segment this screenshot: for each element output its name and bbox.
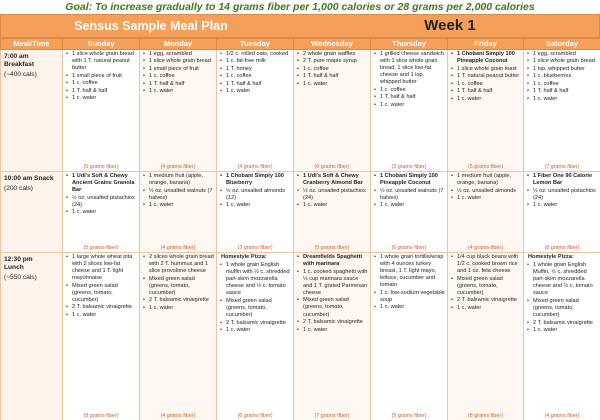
food-list xyxy=(65,254,137,319)
food-item: • 2 T. balsamic vinaigrette xyxy=(296,319,368,326)
food-list xyxy=(142,51,214,96)
food-list xyxy=(219,262,291,334)
food-item: • 1 c. coffee xyxy=(526,81,598,88)
fiber-amount: (4 grams fiber) xyxy=(237,164,273,170)
food-item: • 1 c. water xyxy=(296,327,368,334)
food-item: • ½ oz. unsalted walnuts (7 halves) xyxy=(373,188,445,202)
food-item: • 1 c. water xyxy=(219,202,291,209)
food-item: • 1 T. half & half xyxy=(65,88,137,95)
food-list xyxy=(296,254,368,334)
meal-cell-friday xyxy=(448,172,524,253)
header-thursday: Thursday xyxy=(371,39,448,50)
food-item: • ½ oz. unsalted almonds (12) xyxy=(219,188,291,202)
food-list xyxy=(450,254,521,312)
food-item: • 1 grilled cheese sandwich with 1 slice whole grain bread, 1 slice low-fat cheese and 1 tsp. whipped butter xyxy=(373,51,445,86)
fiber-amount: (5 grams fiber) xyxy=(314,245,350,251)
meal-cell-thursday xyxy=(371,172,448,253)
food-list xyxy=(142,173,214,209)
meal-time: 7:00 am xyxy=(4,53,29,60)
meal-cell-tuesday xyxy=(217,253,294,420)
food-item: • 1 T. half & half xyxy=(526,88,598,95)
food-item: • Mixed green salad (greens, tomato, cucumber) xyxy=(296,297,368,318)
food-item: • 1 c. water xyxy=(65,95,137,102)
food-item: • ½ oz. unsalted almonds xyxy=(450,188,521,195)
meal-cell-wednesday xyxy=(294,253,371,420)
food-item: • 2 T. pure maple syrup xyxy=(296,58,368,65)
food-item: • 2 T. balsamic vinaigrette xyxy=(142,297,214,304)
food-item: • 1 slice whole grain toast xyxy=(450,66,521,73)
meal-label-cell xyxy=(1,253,63,420)
food-item: • 1 T. natural peanut butter xyxy=(450,73,521,80)
header-row xyxy=(1,39,600,50)
food-item: • 2 T. balsamic vinaigrette xyxy=(219,320,291,327)
food-item: • 1 Fiber One 90 Calorie Lemon Bar xyxy=(526,173,598,187)
meal-cell-wednesday xyxy=(294,50,371,172)
fiber-amount: (4 grams fiber) xyxy=(544,413,580,419)
fiber-amount: (4 grams fiber) xyxy=(160,413,196,419)
food-item: • 1 T. honey xyxy=(219,66,291,73)
fiber-amount: (4 grams fiber) xyxy=(467,245,504,251)
food-item: • 1 c. coffee xyxy=(450,81,521,88)
food-item: • ½ oz. unsalted pistachios (24) xyxy=(526,188,598,202)
food-list xyxy=(142,254,214,312)
fiber-amount: (5 grams fiber) xyxy=(83,164,119,170)
food-list xyxy=(526,173,598,209)
food-list xyxy=(65,51,137,102)
food-item: • 1 small piece of fruit xyxy=(142,66,214,73)
food-item: • 1 c. water xyxy=(142,305,214,312)
meal-label-cell xyxy=(1,172,63,253)
food-list xyxy=(450,173,521,202)
week-title: Week 1 xyxy=(424,17,476,34)
meal-plan-table xyxy=(0,38,600,420)
meal-cell-sunday xyxy=(63,172,140,253)
fiber-amount: (7 grams fiber) xyxy=(544,164,580,170)
food-item: • 1 c. water xyxy=(142,88,214,95)
food-item: • 1 c. cooked spaghetti with ½ cup marinara sauce and 1 T. grated Parmesan cheese xyxy=(296,269,368,297)
meal-cell-tuesday xyxy=(217,50,294,172)
cell-title: Homestyle Pizza: xyxy=(221,254,267,260)
food-item: • 1 c. fat-free milk xyxy=(219,58,291,65)
food-list xyxy=(373,173,445,209)
food-item: • 1 c. coffee xyxy=(142,73,214,80)
meal-cell-thursday xyxy=(371,50,448,172)
meal-row xyxy=(1,50,600,172)
food-item: • 1 c. water xyxy=(373,304,445,311)
header-saturday: Saturday xyxy=(524,39,600,50)
meal-cell-saturday xyxy=(524,253,600,420)
meal-cell-thursday xyxy=(371,253,448,420)
meal-row xyxy=(1,172,600,253)
food-item: • 1 Udi's Soft & Chewy Cranberry Almond Bar xyxy=(296,173,368,187)
food-item: • 1 medium fruit (apple, orange, banana) xyxy=(142,173,214,187)
food-list xyxy=(526,262,598,334)
food-item: • 1 Chobani Simply 100 Blueberry xyxy=(219,173,291,187)
meal-cell-sunday xyxy=(63,253,140,420)
food-item: • 1 whole grain English Muffin, ½ c. shredded part-skim mozzarella cheese and ½ c. tomato sauce xyxy=(526,262,598,297)
food-item: • 1 T. half & half xyxy=(219,81,291,88)
meal-cell-saturday xyxy=(524,50,600,172)
food-item: • 1/4 cup black beans with 1/2 c. cooked brown rice and 1 oz. feta cheese xyxy=(450,254,521,275)
food-item: • 1 small piece of fruit xyxy=(65,73,137,80)
food-list xyxy=(373,254,445,312)
food-item: • Dreamfields Spaghetti with marinara xyxy=(296,254,368,268)
meal-name: Lunch xyxy=(4,264,24,271)
food-item: • 1 c. water xyxy=(219,327,291,334)
fiber-amount: (8 grams fiber) xyxy=(83,413,119,419)
food-item: • ½ oz. unsalted pistachios (24) xyxy=(296,188,368,202)
meal-cell-sunday xyxy=(63,50,140,172)
food-item: • 1 whole grain tortilla/wrap with 4 ounces turkey breast, 1 T. light mayo, lettuce, cucumber and tomato xyxy=(373,254,445,289)
food-item: • ½ oz. unsalted walnuts (7 halves) xyxy=(142,188,214,202)
meal-calories: (~400 cals) xyxy=(4,71,37,78)
plan-title: Sensus Sample Meal Plan xyxy=(74,19,228,33)
meal-cell-tuesday xyxy=(217,172,294,253)
food-item: • 1 c. coffee xyxy=(296,66,368,73)
food-item: • 1 Chobani Simply 100 Pineapple Coconut xyxy=(450,51,521,65)
food-item: • 1 slice whole grain bread xyxy=(526,58,598,65)
fiber-amount: (4 grams fiber) xyxy=(160,245,196,251)
food-item: • Mixed green salad (greens, tomato, cucumber) xyxy=(219,298,291,319)
food-item: • 1 T. half & half xyxy=(142,81,214,88)
food-item: • 2 slices whole grain bread with 2 T. hummus and 1 slice provolone cheese xyxy=(142,254,214,275)
food-item: • 1 medium fruit (apple, orange, banana) xyxy=(450,173,521,187)
fiber-amount: (8 grams fiber) xyxy=(544,245,580,251)
fiber-amount: (3 grams fiber) xyxy=(391,164,427,170)
food-item: • 1 Udi's Soft & Chewy Ancient Grains Granola Bar xyxy=(65,173,137,194)
food-list xyxy=(373,51,445,109)
food-list xyxy=(65,173,137,216)
food-item: • 1 c. water xyxy=(65,209,137,216)
food-item: • 1 slice whole grain bread with 1 T. natural peanut butter xyxy=(65,51,137,72)
header-monday: Monday xyxy=(140,39,217,50)
food-item: • Mixed green salad (greens, tomato, cucumber) xyxy=(526,298,598,319)
food-item: • 1 egg, scrambled xyxy=(142,51,214,58)
meal-cell-friday xyxy=(448,253,524,420)
food-item: • 1 T. half & half xyxy=(296,73,368,80)
food-item: • 1 T. half & half xyxy=(373,94,445,101)
food-item: • 1 c. coffee xyxy=(373,87,445,94)
food-item: • 1 c. water xyxy=(526,202,598,209)
food-item: • 1 c. water xyxy=(373,102,445,109)
food-item: • 1 slice whole grain bread xyxy=(142,58,214,65)
food-item: • 1 egg, scrambled xyxy=(526,51,598,58)
header-tuesday: Tuesday xyxy=(217,39,294,50)
food-item: • 1 c. low-sodium vegetable soup xyxy=(373,290,445,304)
food-item: • 1 c. coffee xyxy=(65,80,137,87)
food-item: • 1 c. water xyxy=(142,202,214,209)
food-item: • Mixed green salad (greens, tomato, cucumber) xyxy=(65,283,137,304)
food-item: • 1 c. water xyxy=(219,88,291,95)
food-list xyxy=(219,51,291,96)
food-item: • Mixed green salad (greens, tomato, cucumber) xyxy=(142,276,214,297)
meal-cell-friday xyxy=(448,50,524,172)
meal-calories: (~550 cals) xyxy=(4,274,37,281)
meal-cell-saturday xyxy=(524,172,600,253)
title-row xyxy=(0,14,600,38)
food-item: • 1 T. half & half xyxy=(450,88,521,95)
food-item: • 1 tsp. whipped butter xyxy=(526,66,598,73)
food-item: • 1 Chobani Simply 100 Pineapple Coconut xyxy=(373,173,445,187)
food-item: • 1 c. water xyxy=(450,305,521,312)
food-item: • 1 c. water xyxy=(373,202,445,209)
meal-time: 10:00 am Snack xyxy=(4,175,54,182)
food-item: • 1 c. water xyxy=(450,195,521,202)
food-item: • 2 T. balsamic vinaigrette xyxy=(450,297,521,304)
food-list xyxy=(296,173,368,209)
food-item: • 1/2 c. rolled oats, cooked xyxy=(219,51,291,58)
food-item: • 1 whole grain English muffin with ½ c. shredded part-skim mozzarella cheese and ½ c. tomato sauce xyxy=(219,262,291,297)
fiber-amount: (6 grams fiber) xyxy=(237,413,273,419)
meal-cell-monday xyxy=(140,253,217,420)
food-item: • 1 c. coffee xyxy=(219,73,291,80)
header-meal-time: Meal/Time xyxy=(1,39,63,50)
meal-label-cell xyxy=(1,50,63,172)
fiber-amount: (3 grams fiber) xyxy=(237,245,273,251)
header-wednesday: Wednesday xyxy=(294,39,371,50)
food-item: • 1 c. water xyxy=(65,312,137,319)
food-item: • 1 c. blueberries xyxy=(526,73,598,80)
food-item: • 1 c. water xyxy=(526,96,598,103)
header-friday: Friday xyxy=(448,39,524,50)
meal-time: 12:30 pm xyxy=(4,256,33,263)
fiber-amount: (8 grams fiber) xyxy=(467,413,504,419)
food-item: • 1 c. water xyxy=(526,327,598,334)
cell-title: Homestyle Pizza: xyxy=(528,254,574,260)
fiber-amount: (5 grams fiber) xyxy=(467,164,504,170)
food-list xyxy=(526,51,598,103)
meal-name: Breakfast xyxy=(4,61,35,68)
food-item: • 1 c. water xyxy=(296,202,368,209)
food-item: • ½ oz. unsalted pistachios (24) xyxy=(65,195,137,209)
fiber-amount: (6 grams fiber) xyxy=(314,164,350,170)
food-item: • 2 T. balsamic vinaigrette xyxy=(65,304,137,311)
food-item: • 2 T. balsamic vinaigrette xyxy=(526,320,598,327)
food-item: • 1 large whole wheat pita with 2 slices low-fat cheese and 1 T. light mayonnaise xyxy=(65,254,137,282)
meal-cell-monday xyxy=(140,50,217,172)
food-list xyxy=(450,51,521,103)
food-list xyxy=(219,173,291,209)
fiber-amount: (9 grams fiber) xyxy=(391,413,427,419)
fiber-amount: (5 grams fiber) xyxy=(83,245,119,251)
food-list xyxy=(296,51,368,88)
food-item: • 1 c. water xyxy=(450,96,521,103)
food-item: • 2 whole grain waffles xyxy=(296,51,368,58)
food-item: • Mixed green salad (greens, tomato, cucumber) xyxy=(450,276,521,297)
meal-cell-wednesday xyxy=(294,172,371,253)
meal-row xyxy=(1,253,600,420)
meal-cell-monday xyxy=(140,172,217,253)
header-sunday: Sunday xyxy=(63,39,140,50)
fiber-amount: (6 grams fiber) xyxy=(391,245,427,251)
food-item: • 1 c. water xyxy=(296,81,368,88)
meal-calories: (200 cals) xyxy=(4,185,33,192)
goal-banner: Goal: To increase gradually to 14 grams fiber per 1,000 calories or 28 grams per 2,000 calories xyxy=(65,1,535,13)
fiber-amount: (4 grams fiber) xyxy=(160,164,196,170)
fiber-amount: (7 grams fiber) xyxy=(314,413,350,419)
